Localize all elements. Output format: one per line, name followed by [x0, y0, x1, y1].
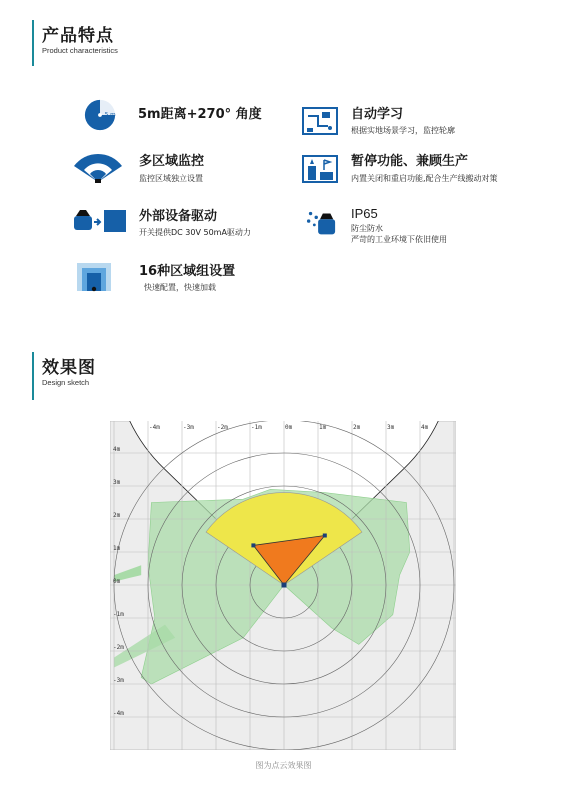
y-tick-label: 2m: [113, 512, 121, 519]
feature-title: 外部设备驱动: [139, 209, 218, 224]
feature-title: IP65: [351, 206, 378, 221]
feature-external-device: [72, 206, 302, 246]
feature-zone-groups: [76, 260, 306, 300]
zone-vertex: [251, 543, 255, 547]
feature-title: 5m距离+270° 角度: [138, 107, 262, 122]
y-tick-label: -4m: [113, 710, 124, 717]
feature-pause: [302, 152, 542, 192]
x-tick-label: -1m: [251, 424, 262, 431]
y-tick-label: 0m: [113, 578, 121, 585]
x-tick-label: 2m: [353, 424, 361, 431]
y-tick-label: -2m: [113, 644, 124, 651]
feature-multi-zone: [72, 152, 292, 192]
feature-desc-2: 严苛的工业环境下依旧使用: [351, 235, 447, 244]
feature-title: 16种区域组设置: [139, 264, 236, 279]
x-tick-label: 0m: [285, 424, 293, 431]
feature-desc: 监控区域独立设置: [139, 174, 203, 183]
feature-desc: 内置关闭和重启功能,配合生产线搬动对策: [351, 174, 498, 183]
zone-group-icon: [76, 260, 112, 294]
feature-desc: 开关提供DC 30V 50mA驱动力: [139, 228, 251, 237]
y-tick-label: -3m: [113, 677, 124, 684]
feature-desc: 根据实地场景学习，监控轮廓: [351, 126, 455, 135]
feature-range: [82, 98, 282, 138]
section-subtitle: Product characteristics: [42, 46, 118, 55]
range-sector-icon: [82, 98, 118, 132]
feature-title: 多区域监控: [139, 154, 205, 169]
multi-zone-icon: [72, 152, 124, 184]
x-tick-label: 4m: [421, 424, 429, 431]
feature-desc: 防尘防水: [351, 224, 383, 233]
point-cloud-chart: [110, 421, 456, 750]
feature-title: 暂停功能、兼顾生产: [351, 154, 469, 169]
x-tick-label: -3m: [183, 424, 194, 431]
feature-ip65: [302, 206, 532, 250]
section-title: 产品特点: [42, 26, 114, 46]
section-title: 效果图: [42, 358, 96, 378]
zone-vertex: [323, 534, 327, 538]
section-subtitle: Design sketch: [42, 378, 90, 387]
pause-production-icon: [302, 152, 338, 186]
section-header-sketch: [32, 352, 96, 400]
sensor-origin: [282, 583, 287, 588]
section-header-features: [32, 20, 118, 66]
figure-caption: 图为点云效果图: [255, 761, 312, 770]
y-tick-label: 1m: [113, 545, 121, 552]
feature-auto-learning: [302, 104, 532, 144]
y-tick-label: 4m: [113, 446, 121, 453]
y-tick-label: -1m: [113, 611, 124, 618]
floorplan-icon: [302, 104, 338, 138]
external-device-icon: [72, 206, 128, 236]
feature-desc: 快速配置，快速加载: [144, 283, 216, 292]
x-tick-label: 3m: [387, 424, 395, 431]
x-tick-label: 1m: [319, 424, 327, 431]
x-tick-label: -4m: [149, 424, 160, 431]
y-tick-label: 3m: [113, 479, 121, 486]
x-tick-label: -2m: [217, 424, 228, 431]
range-label: 5 m: [104, 111, 116, 118]
waterproof-icon: [302, 206, 338, 240]
feature-title: 自动学习: [351, 107, 404, 122]
